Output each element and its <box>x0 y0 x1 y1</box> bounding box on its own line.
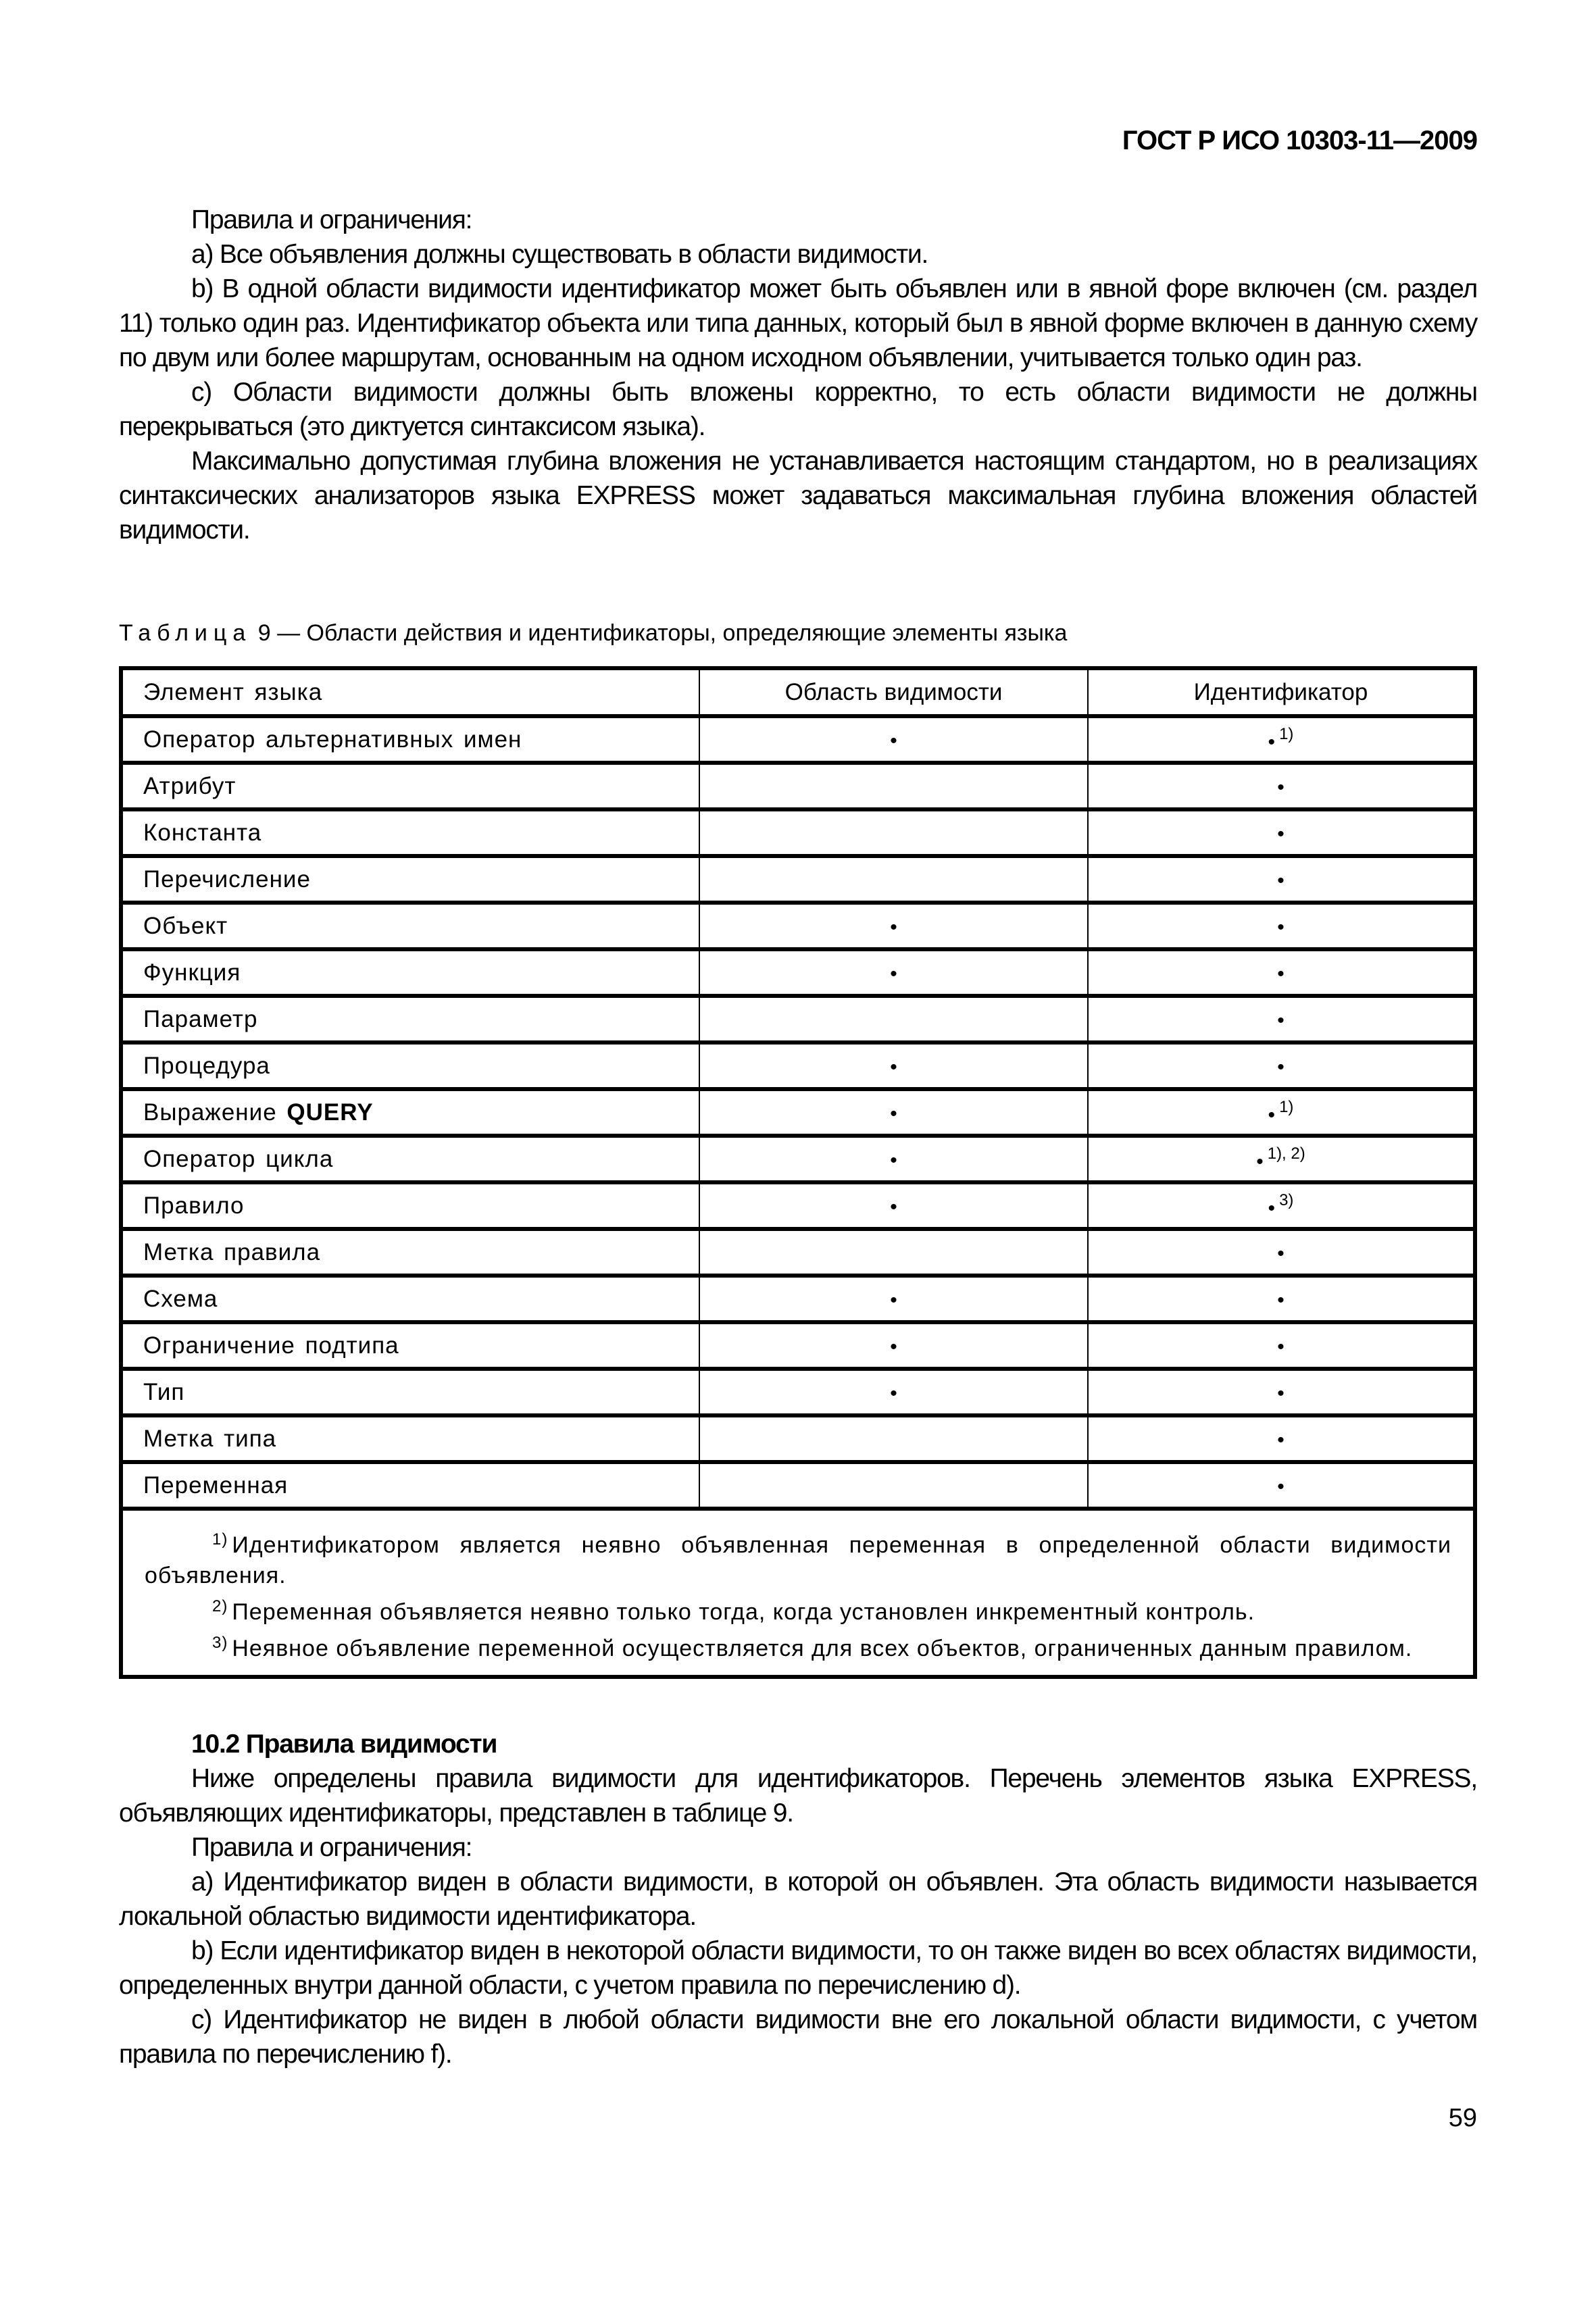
table-row <box>121 809 1475 856</box>
element-name: Переменная <box>143 1472 289 1499</box>
bullet-mark-icon: • <box>1268 1103 1276 1126</box>
scope-cell <box>699 996 1088 1042</box>
identifier-cell <box>1088 1276 1475 1322</box>
paragraph: b) В одной области видимости идентификатор может быть объявлен или в явной форе включен (см. раздел 11) только один раз. Идентификатор объекта или типа данных, который был в явной форме включен в данную схему по двум или более маршрутам, основанным на одном исходном объявлении, учитывается только один раз. <box>119 274 1477 372</box>
table-caption <box>119 620 1067 647</box>
bullet-mark-icon: • <box>890 1149 897 1172</box>
footnote-reference: 3) <box>1279 1190 1294 1209</box>
table-row <box>121 1462 1475 1509</box>
table-notes-row <box>121 1509 1475 1677</box>
element-name: Схема <box>143 1285 218 1312</box>
identifier-cell <box>1088 1369 1475 1415</box>
table-row <box>121 996 1475 1042</box>
element-name: Перечисление <box>143 865 311 892</box>
bullet-mark-icon: • <box>1277 1009 1285 1032</box>
paragraph: a) Идентификатор виден в области видимости, в которой он объявлен. Эта область видимости называется локальной областью видимости идентификатора. <box>119 1867 1477 1931</box>
scope-cell <box>699 903 1088 949</box>
table-caption-label: Таблица <box>119 620 252 646</box>
identifier-cell <box>1088 856 1475 903</box>
element-cell <box>121 1276 699 1322</box>
footnote-text: Переменная объявляется неявно только тогда, когда установлен инкрементный контроль. <box>232 1599 1255 1625</box>
bullet-mark-icon: • <box>1268 730 1276 753</box>
element-name: Правило <box>143 1192 245 1219</box>
table-row <box>121 903 1475 949</box>
element-cell <box>121 1462 699 1509</box>
identifier-cell <box>1088 1182 1475 1229</box>
column-header-element: Элемент языка <box>121 668 699 716</box>
element-cell <box>121 1369 699 1415</box>
scope-cell <box>699 1369 1088 1415</box>
page-number: 59 <box>1448 2104 1477 2132</box>
table-row <box>121 1136 1475 1182</box>
scope-cell <box>699 1276 1088 1322</box>
element-name: Объект <box>143 912 228 939</box>
bullet-mark-icon: • <box>1277 1288 1285 1311</box>
footnote <box>145 1628 1451 1664</box>
intro-section <box>119 203 1477 547</box>
element-cell <box>121 716 699 763</box>
scope-cell <box>699 716 1088 763</box>
table-row <box>121 1229 1475 1276</box>
table-row <box>121 1182 1475 1229</box>
column-header-scope: Область видимости <box>699 668 1088 716</box>
element-cell <box>121 1322 699 1369</box>
table-row <box>121 1089 1475 1136</box>
section-heading: 10.2 Правила видимости <box>191 1730 497 1759</box>
table-header-row <box>121 668 1475 716</box>
scope-cell <box>699 1229 1088 1276</box>
table-row <box>121 949 1475 996</box>
bullet-mark-icon: • <box>1277 1428 1285 1451</box>
table-row <box>121 716 1475 763</box>
bullet-mark-icon: • <box>1256 1150 1264 1173</box>
identifier-cell <box>1088 1462 1475 1509</box>
element-name: Метка правила <box>143 1238 321 1265</box>
identifier-cell <box>1088 1089 1475 1136</box>
element-name: Константа <box>143 819 262 846</box>
element-cell <box>121 1042 699 1089</box>
element-cell <box>121 856 699 903</box>
bullet-mark-icon: • <box>1277 915 1285 938</box>
bullet-mark-icon: • <box>1277 822 1285 845</box>
identifier-cell <box>1088 996 1475 1042</box>
bullet-mark-icon: • <box>1277 1382 1285 1405</box>
footnote <box>145 1591 1451 1628</box>
scope-cell <box>699 1089 1088 1136</box>
element-cell <box>121 996 699 1042</box>
bullet-mark-icon: • <box>890 1335 897 1358</box>
paragraph: c) Идентификатор не виден в любой области видимости вне его локальной области видимости, с учетом правила по перечислению f). <box>119 2005 1477 2069</box>
bullet-mark-icon: • <box>890 1055 897 1078</box>
element-cell <box>121 1089 699 1136</box>
table-row <box>121 856 1475 903</box>
identifier-cell <box>1088 1136 1475 1182</box>
bullet-mark-icon: • <box>890 729 897 752</box>
table-row <box>121 1369 1475 1415</box>
identifier-cell <box>1088 809 1475 856</box>
element-cell <box>121 1136 699 1182</box>
element-cell <box>121 763 699 809</box>
bullet-mark-icon: • <box>890 915 897 938</box>
scope-cell <box>699 1462 1088 1509</box>
table-caption-text: 9 — Области действия и идентификаторы, определяющие элементы языка <box>251 620 1068 646</box>
paragraph: b) Если идентификатор виден в некоторой области видимости, то он также виден во всех областях видимости, определенных внутри данной области, с учетом правила по перечислению d). <box>119 1936 1477 2000</box>
element-cell <box>121 1415 699 1462</box>
element-name: Оператор альтернативных имен <box>143 726 522 753</box>
scope-cell <box>699 949 1088 996</box>
bullet-mark-icon: • <box>1277 776 1285 799</box>
scope-identifier-table <box>119 666 1477 1679</box>
footnote <box>145 1524 1451 1591</box>
paragraph: c) Области видимости должны быть вложены корректно, то есть области видимости не должны перекрываться (это диктуется синтаксисом языка). <box>119 378 1477 441</box>
element-cell <box>121 1182 699 1229</box>
table-row <box>121 1276 1475 1322</box>
column-header-identifier: Идентификатор <box>1088 668 1475 716</box>
element-cell <box>121 1229 699 1276</box>
element-keyword: QUERY <box>286 1099 374 1126</box>
bullet-mark-icon: • <box>1277 1055 1285 1078</box>
scope-cell <box>699 856 1088 903</box>
paragraph: Правила и ограничения: <box>191 205 472 234</box>
identifier-cell <box>1088 763 1475 809</box>
element-name: Оператор цикла <box>143 1145 334 1172</box>
element-name: Процедура <box>143 1052 270 1079</box>
paragraph: Максимально допустимая глубина вложения не устанавливается настоящим стандартом, но в реализациях синтаксических анализаторов языка EXPRESS может задаваться максимальная глубина вложения областей видимости. <box>119 447 1477 545</box>
bullet-mark-icon: • <box>1268 1197 1276 1219</box>
paragraph: a) Все объявления должны существовать в области видимости. <box>191 240 928 269</box>
bullet-mark-icon: • <box>1277 962 1285 985</box>
element-name: Метка типа <box>143 1425 277 1452</box>
element-name: Параметр <box>143 1005 258 1032</box>
scope-cell <box>699 809 1088 856</box>
bullet-mark-icon: • <box>890 1288 897 1311</box>
visibility-rules-section <box>119 1727 1477 2071</box>
table-row <box>121 1042 1475 1089</box>
element-name: Выражение <box>143 1099 287 1126</box>
table-body <box>121 716 1475 1509</box>
paragraph: Правила и ограничения: <box>191 1833 472 1862</box>
element-cell <box>121 949 699 996</box>
scope-cell <box>699 1322 1088 1369</box>
footnote-reference: 1) <box>1279 1097 1294 1116</box>
identifier-cell <box>1088 1322 1475 1369</box>
footnote-reference: 1), 2) <box>1267 1144 1305 1163</box>
element-name: Ограничение подтипа <box>143 1332 399 1359</box>
footnote-reference: 1) <box>1279 724 1294 743</box>
identifier-cell <box>1088 1229 1475 1276</box>
identifier-cell <box>1088 903 1475 949</box>
table-row <box>121 763 1475 809</box>
identifier-cell <box>1088 1042 1475 1089</box>
bullet-mark-icon: • <box>1277 869 1285 892</box>
bullet-mark-icon: • <box>1277 1242 1285 1265</box>
footnote-mark: 2) <box>212 1597 228 1615</box>
bullet-mark-icon: • <box>890 1102 897 1125</box>
identifier-cell <box>1088 949 1475 996</box>
bullet-mark-icon: • <box>1277 1335 1285 1358</box>
element-cell <box>121 809 699 856</box>
scope-cell <box>699 1042 1088 1089</box>
bullet-mark-icon: • <box>890 1382 897 1405</box>
footnote-text: Неявное объявление переменной осуществляется для всех объектов, ограниченных данным правилом. <box>232 1636 1413 1661</box>
bullet-mark-icon: • <box>890 962 897 985</box>
paragraph: Ниже определены правила видимости для идентификаторов. Перечень элементов языка EXPRESS, объявляющих идентификаторы, представлен в таблице 9. <box>119 1764 1477 1828</box>
scope-cell <box>699 763 1088 809</box>
footnote-mark: 1) <box>212 1530 228 1549</box>
element-name: Тип <box>143 1378 185 1405</box>
bullet-mark-icon: • <box>890 1195 897 1218</box>
scope-cell <box>699 1415 1088 1462</box>
table-row <box>121 1415 1475 1462</box>
element-name: Атрибут <box>143 772 236 799</box>
element-cell <box>121 903 699 949</box>
identifier-cell <box>1088 1415 1475 1462</box>
identifier-cell <box>1088 716 1475 763</box>
bullet-mark-icon: • <box>1277 1475 1285 1498</box>
footnote-text: Идентификатором является неявно объявленная переменная в определенной области видимости объявления. <box>145 1532 1451 1588</box>
scope-cell <box>699 1136 1088 1182</box>
element-name: Функция <box>143 959 241 986</box>
document-header: ГОСТ Р ИСО 10303-11—2009 <box>1122 126 1477 155</box>
footnote-mark: 3) <box>212 1634 228 1652</box>
scope-cell <box>699 1182 1088 1229</box>
table-row <box>121 1322 1475 1369</box>
table-footnotes <box>121 1509 1475 1677</box>
